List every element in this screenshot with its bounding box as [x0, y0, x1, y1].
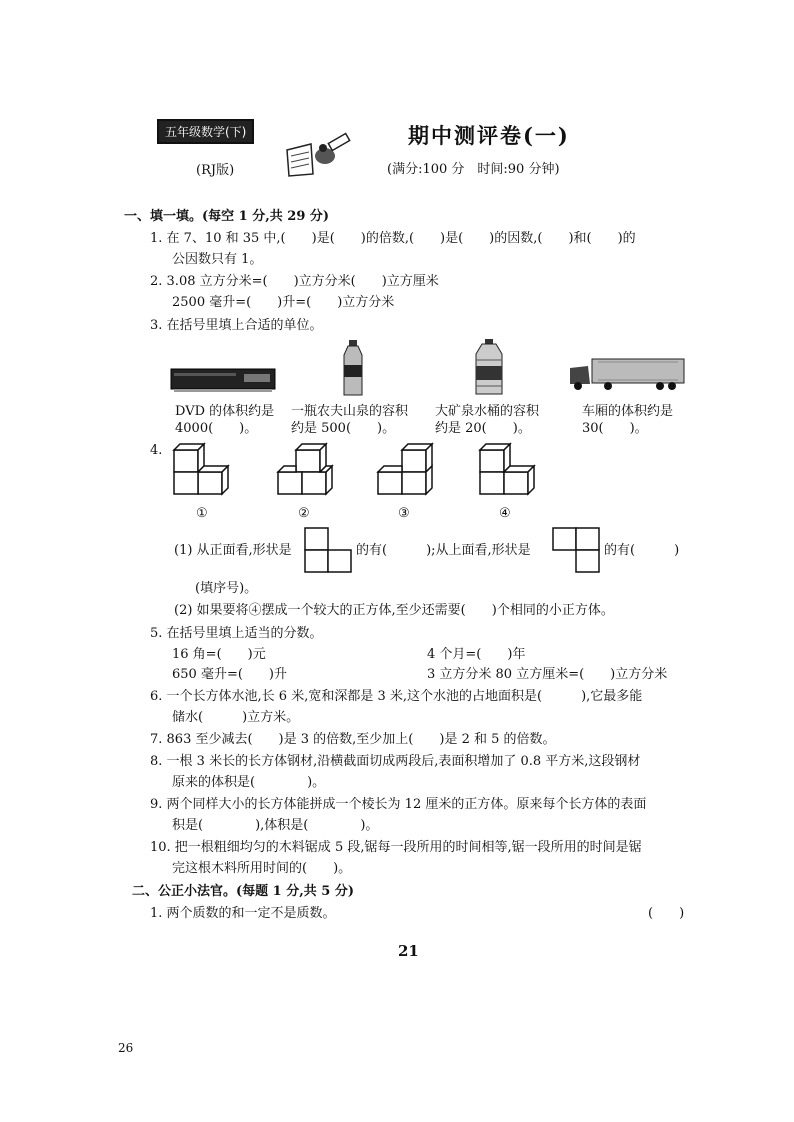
q4-sub1-part-a: (1) 从正面看,形状是: [174, 543, 292, 558]
dvd-player-image: [170, 365, 276, 397]
reading-illustration: [283, 130, 353, 182]
grade-badge: 五年级数学(下): [157, 119, 254, 144]
judge-q1-text: 1. 两个质数的和一定不是质数。: [150, 906, 336, 921]
cube-figure-4: [476, 438, 538, 500]
figure-label-2: ②: [298, 506, 310, 521]
q5-item-c: 650 毫升=( )升: [172, 667, 287, 682]
q3-item1-line1: DVD 的体积约是: [175, 404, 275, 419]
q9-line2: 积是( ),体积是( )。: [172, 818, 379, 833]
water-bottle-image: [340, 339, 366, 401]
q2-line1: 2. 3.08 立方分米=( )立方分米( )立方厘米: [150, 274, 439, 289]
q3-item2-line1: 一瓶农夫山泉的容积: [291, 404, 409, 419]
section2-heading: 二、公正小法官。(每题 1 分,共 5 分): [132, 884, 355, 899]
section1-heading: 一、填一填。(每空 1 分,共 29 分): [124, 209, 330, 224]
q1-line1: 1. 在 7、10 和 35 中,( )是( )的倍数,( )是( )的因数,( )和( )的: [150, 231, 636, 246]
q4-sub1-part-b: 的有( );从上面看,形状是: [356, 543, 531, 558]
q5-item-d: 3 立方分米 80 立方厘米=( )立方分米: [427, 667, 668, 682]
q10-line2: 完这根木料所用时间的( )。: [172, 861, 352, 876]
q6-line2: 储水( )立方米。: [172, 710, 300, 725]
q5-item-a: 16 角=( )元: [172, 647, 266, 662]
q4-number: 4.: [150, 443, 163, 458]
figure-label-3: ③: [398, 506, 410, 521]
truck-image: [568, 356, 686, 396]
q3-item3-line2: 约是 20( )。: [435, 421, 531, 436]
q4-sub1-part-d: (填序号)。: [195, 581, 258, 596]
water-jug-image: [472, 338, 506, 400]
judge-q1-answer-paren: ( ): [648, 906, 685, 921]
cube-figure-2: [276, 438, 338, 500]
q5-text: 5. 在括号里填上适当的分数。: [150, 626, 323, 641]
q8-line2: 原来的体积是( )。: [172, 775, 326, 790]
q3-item4-line1: 车厢的体积约是: [582, 404, 674, 419]
q8-line1: 8. 一根 3 米长的长方体钢材,沿横截面切成两段后,表面积增加了 0.8 平方米,这段钢材: [150, 754, 641, 769]
q5-item-b: 4 个月=( )年: [427, 647, 526, 662]
score-time-info: (满分:100 分 时间:90 分钟): [387, 162, 560, 177]
page-number: 21: [398, 942, 419, 960]
q3-item1-line2: 4000( )。: [175, 421, 258, 436]
q1-line2: 公因数只有 1。: [172, 252, 263, 267]
q4-sub1-part-c: 的有( ): [604, 543, 680, 558]
q3-item2-line2: 约是 500( )。: [291, 421, 396, 436]
edition-label: (RJ版): [196, 163, 235, 178]
figure-label-4: ④: [499, 506, 511, 521]
top-view-shape: [552, 527, 600, 577]
q3-item4-line2: 30( )。: [582, 421, 648, 436]
front-view-shape: [304, 527, 352, 577]
cube-figure-1: [168, 442, 234, 500]
q10-line1: 10. 把一根粗细均匀的木料锯成 5 段,锯每一段所用的时间相等,锯一段所用的时间是锯: [150, 840, 642, 855]
page-title: 期中测评卷(一): [408, 123, 570, 148]
q3-text: 3. 在括号里填上合适的单位。: [150, 318, 323, 333]
q7-text: 7. 863 至少减去( )是 3 的倍数,至少加上( )是 2 和 5 的倍数。: [150, 732, 556, 747]
q3-item3-line1: 大矿泉水桶的容积: [435, 404, 540, 419]
q9-line1: 9. 两个同样大小的长方体能拼成一个棱长为 12 厘米的正方体。原来每个长方体的表面: [150, 797, 647, 812]
scan-page-number: 26: [118, 1041, 134, 1055]
q6-line1: 6. 一个长方体水池,长 6 米,宽和深都是 3 米,这个水池的占地面积是( ),它最多能: [150, 689, 643, 704]
q2-line2: 2500 毫升=( )升=( )立方分米: [172, 295, 395, 310]
q4-sub2: (2) 如果要将④摆成一个较大的正方体,至少还需要( )个相同的小正方体。: [174, 603, 614, 618]
cube-figure-3: [376, 438, 438, 500]
figure-label-1: ①: [196, 506, 208, 521]
